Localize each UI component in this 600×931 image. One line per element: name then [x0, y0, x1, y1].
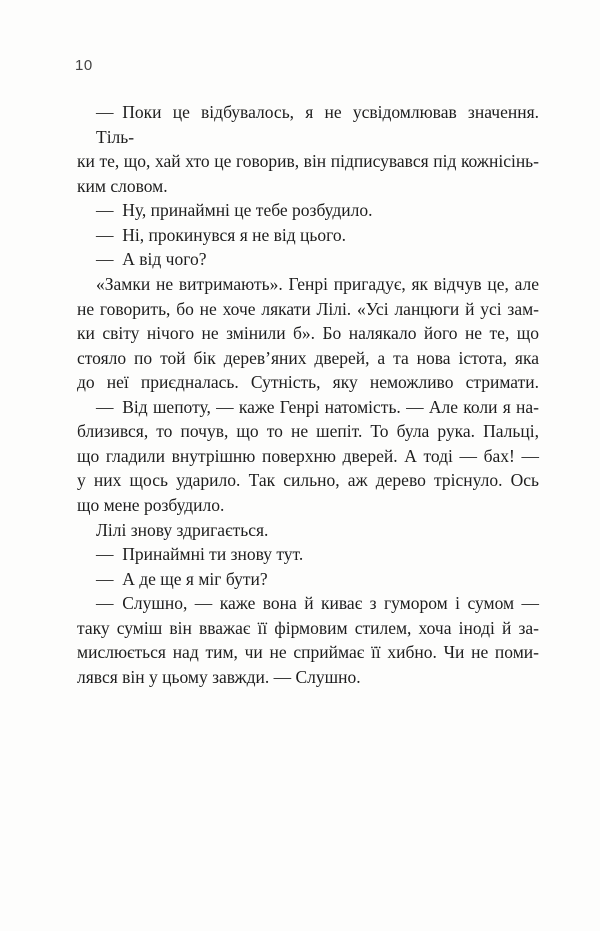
- text-line: — Слушно, — каже вона й киває з гумором і сумом —: [96, 593, 539, 614]
- text-line: до неї приєдналась. Сутність, яку неможливо стримати.: [77, 372, 539, 393]
- text-line: близився, то почув, що то не шепіт. То була рука. Пальці,: [77, 421, 539, 442]
- text-line: — Поки це відбувалось, я не усвідомлював значення. Тіль-: [96, 102, 539, 147]
- text-block: [77, 100, 539, 690]
- text-line: — А де ще я міг бути?: [96, 568, 268, 589]
- text-line: лявся він у цьому завжди. — Слушно.: [77, 666, 361, 687]
- page-number: 10: [75, 57, 93, 74]
- text-line: таку суміш він вважає її фірмовим стилем, хоча іноді й за-: [77, 617, 539, 638]
- text-line: мислюється над тим, чи не сприймає її хибно. Чи не поми-: [77, 642, 539, 663]
- text-line: — Принаймні ти знову тут.: [96, 544, 304, 565]
- text-line: — А від чого?: [96, 249, 207, 270]
- text-line: Лілі знову здригається.: [96, 519, 269, 540]
- text-line: — Ну, принаймні це тебе розбудило.: [96, 200, 373, 221]
- text-line: ким словом.: [77, 175, 168, 196]
- text-line: ки те, що, хай хто це говорив, він підписувався під кожнісінь-: [77, 151, 539, 172]
- text-line: — Ні, прокинувся я не від цього.: [96, 224, 346, 245]
- text-line: стояло по той бік дерев’яних дверей, а та нова істота, яка: [77, 347, 539, 368]
- text-line: не говорить, бо не хоче лякати Лілі. «Усі ланцюги й усі зам-: [77, 298, 539, 319]
- text-line: у них щось ударило. Так сильно, аж дерево тріснуло. Ось: [77, 470, 539, 491]
- text-line: «Замки не витримають». Генрі пригадує, як відчув це, але: [96, 273, 539, 294]
- text-line: — Від шепоту, — каже Генрі натомість. — Але коли я на-: [96, 396, 539, 417]
- text-line: що мене розбудило.: [77, 495, 225, 515]
- text-line: ки світу нічого не змінили б». Бо налякало його не те, що: [77, 323, 539, 344]
- text-line: що гладили внутрішню поверхню дверей. А тоді — бах! —: [77, 445, 539, 466]
